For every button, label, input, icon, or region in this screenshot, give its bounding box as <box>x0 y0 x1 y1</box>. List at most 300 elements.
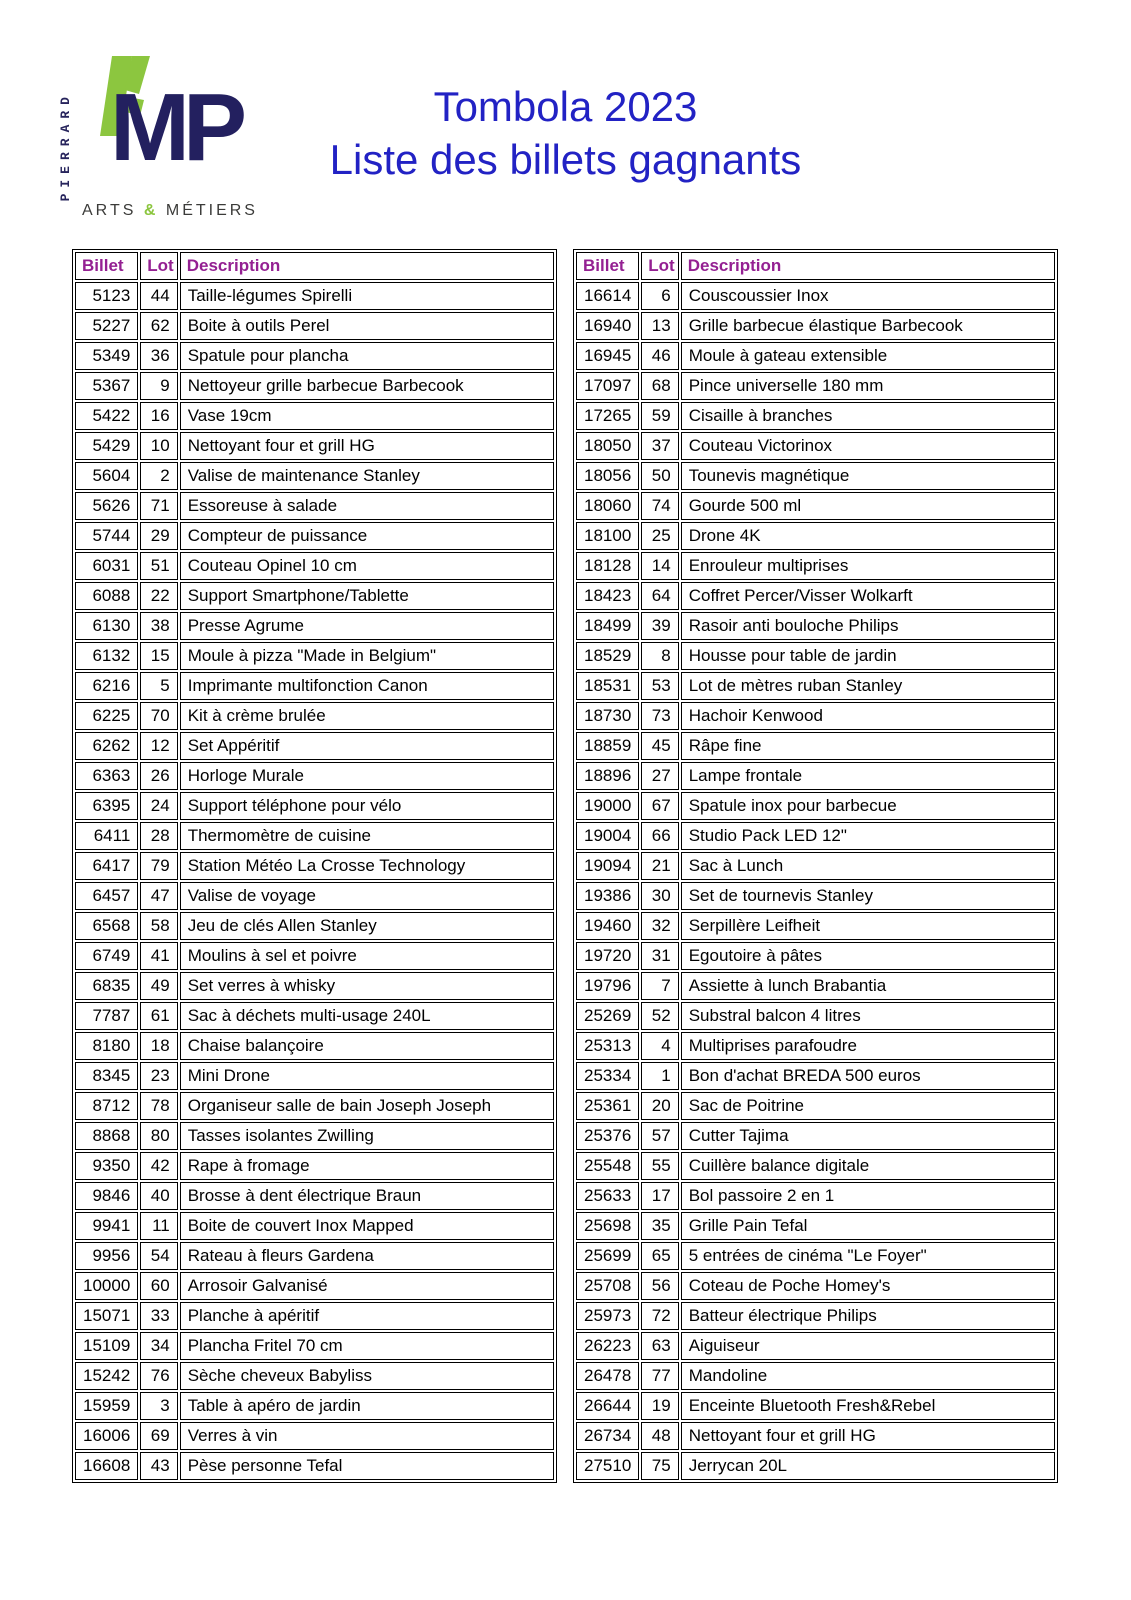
table-row <box>576 702 1055 730</box>
header-description: Description <box>681 252 1055 280</box>
lot-cell: 65 <box>641 1242 678 1270</box>
billet-cell: 9941 <box>75 1212 138 1240</box>
lot-cell: 19 <box>641 1392 678 1420</box>
lot-cell: 22 <box>140 582 177 610</box>
lot-cell: 10 <box>140 432 177 460</box>
lot-cell: 64 <box>641 582 678 610</box>
description-cell: Moule à pizza "Made in Belgium" <box>180 642 554 670</box>
lot-cell: 58 <box>140 912 177 940</box>
lot-cell: 56 <box>641 1272 678 1300</box>
table-row <box>576 342 1055 370</box>
table-row <box>75 1242 554 1270</box>
billet-cell: 6749 <box>75 942 138 970</box>
lot-cell: 77 <box>641 1362 678 1390</box>
lot-cell: 40 <box>140 1182 177 1210</box>
billet-cell: 19460 <box>576 912 639 940</box>
description-cell: Bon d'achat BREDA 500 euros <box>681 1062 1055 1090</box>
billet-cell: 9956 <box>75 1242 138 1270</box>
lot-cell: 11 <box>140 1212 177 1240</box>
description-cell: Boite à outils Perel <box>180 312 554 340</box>
table-row <box>576 432 1055 460</box>
billet-cell: 15959 <box>75 1392 138 1420</box>
description-cell: Sèche cheveux Babyliss <box>180 1362 554 1390</box>
description-cell: Couteau Opinel 10 cm <box>180 552 554 580</box>
lot-cell: 57 <box>641 1122 678 1150</box>
lot-cell: 17 <box>641 1182 678 1210</box>
table-row <box>75 852 554 880</box>
description-cell: Pince universelle 180 mm <box>681 372 1055 400</box>
lot-cell: 51 <box>140 552 177 580</box>
billet-cell: 8712 <box>75 1092 138 1120</box>
description-cell: Boite de couvert Inox Mapped <box>180 1212 554 1240</box>
lot-cell: 72 <box>641 1302 678 1330</box>
tickets-table-right <box>573 249 1058 1483</box>
table-row <box>75 1122 554 1150</box>
lot-cell: 31 <box>641 942 678 970</box>
lot-cell: 47 <box>140 882 177 910</box>
description-cell: Substral balcon 4 litres <box>681 1002 1055 1030</box>
lot-cell: 44 <box>140 282 177 310</box>
description-cell: Station Météo La Crosse Technology <box>180 852 554 880</box>
table-row <box>576 912 1055 940</box>
header-lot: Lot <box>641 252 678 280</box>
description-cell: Assiette à lunch Brabantia <box>681 972 1055 1000</box>
billet-cell: 18531 <box>576 672 639 700</box>
table-row <box>75 1422 554 1450</box>
description-cell: Thermomètre de cuisine <box>180 822 554 850</box>
description-cell: Bol passoire 2 en 1 <box>681 1182 1055 1210</box>
billet-cell: 25269 <box>576 1002 639 1030</box>
table-row <box>576 1272 1055 1300</box>
table-row <box>576 612 1055 640</box>
lot-cell: 63 <box>641 1332 678 1360</box>
table-row <box>75 732 554 760</box>
lot-cell: 43 <box>140 1452 177 1480</box>
billet-cell: 6417 <box>75 852 138 880</box>
table-row <box>75 762 554 790</box>
billet-cell: 25633 <box>576 1182 639 1210</box>
table-row <box>75 1362 554 1390</box>
billet-cell: 19094 <box>576 852 639 880</box>
logo-letters-mp: MP <box>110 74 240 181</box>
description-cell: Coffret Percer/Visser Wolkarft <box>681 582 1055 610</box>
table-row <box>75 462 554 490</box>
table-row <box>75 882 554 910</box>
tables-area <box>72 249 1058 1483</box>
table-row <box>576 1152 1055 1180</box>
description-cell: Sac à Lunch <box>681 852 1055 880</box>
table-row <box>576 1302 1055 1330</box>
billet-cell: 8345 <box>75 1062 138 1090</box>
description-cell: Couscoussier Inox <box>681 282 1055 310</box>
lot-cell: 6 <box>641 282 678 310</box>
description-cell: Planche à apéritif <box>180 1302 554 1330</box>
billet-cell: 6411 <box>75 822 138 850</box>
lot-cell: 71 <box>140 492 177 520</box>
lot-cell: 78 <box>140 1092 177 1120</box>
description-cell: 5 entrées de cinéma "Le Foyer" <box>681 1242 1055 1270</box>
description-cell: Lampe frontale <box>681 762 1055 790</box>
description-cell: Housse pour table de jardin <box>681 642 1055 670</box>
description-cell: Batteur électrique Philips <box>681 1302 1055 1330</box>
billet-cell: 25313 <box>576 1032 639 1060</box>
lot-cell: 66 <box>641 822 678 850</box>
lot-cell: 46 <box>641 342 678 370</box>
lot-cell: 38 <box>140 612 177 640</box>
description-cell: Rape à fromage <box>180 1152 554 1180</box>
table-row <box>576 1212 1055 1240</box>
description-cell: Kit à crème brulée <box>180 702 554 730</box>
table-row <box>576 1452 1055 1480</box>
billet-cell: 9846 <box>75 1182 138 1210</box>
billet-cell: 7787 <box>75 1002 138 1030</box>
billet-cell: 5422 <box>75 402 138 430</box>
description-cell: Organiseur salle de bain Joseph Joseph <box>180 1092 554 1120</box>
logo-arts-metiers-tagline <box>82 202 258 220</box>
table-row <box>576 672 1055 700</box>
table-row <box>576 972 1055 1000</box>
table-row <box>75 1152 554 1180</box>
lot-cell: 23 <box>140 1062 177 1090</box>
billet-cell: 19004 <box>576 822 639 850</box>
lot-cell: 53 <box>641 672 678 700</box>
description-cell: Rasoir anti bouloche Philips <box>681 612 1055 640</box>
header-row <box>75 252 554 280</box>
description-cell: Valise de maintenance Stanley <box>180 462 554 490</box>
billet-cell: 5123 <box>75 282 138 310</box>
table-row <box>75 702 554 730</box>
tickets-table-left <box>72 249 557 1483</box>
billet-cell: 6216 <box>75 672 138 700</box>
billet-cell: 5429 <box>75 432 138 460</box>
lot-cell: 36 <box>140 342 177 370</box>
table-row <box>75 1452 554 1480</box>
tagline-ampersand-icon: & <box>143 202 159 219</box>
title-line-2: Liste des billets gagnants <box>329 136 802 183</box>
description-cell: Vase 19cm <box>180 402 554 430</box>
lot-cell: 75 <box>641 1452 678 1480</box>
description-cell: Mandoline <box>681 1362 1055 1390</box>
lot-cell: 45 <box>641 732 678 760</box>
lot-cell: 42 <box>140 1152 177 1180</box>
description-cell: Set Appéritif <box>180 732 554 760</box>
billet-cell: 18100 <box>576 522 639 550</box>
table-row <box>576 522 1055 550</box>
lot-cell: 2 <box>140 462 177 490</box>
table-row <box>576 492 1055 520</box>
table-row <box>75 342 554 370</box>
lot-cell: 30 <box>641 882 678 910</box>
description-cell: Cutter Tajima <box>681 1122 1055 1150</box>
billet-cell: 15109 <box>75 1332 138 1360</box>
billet-cell: 16945 <box>576 342 639 370</box>
lot-cell: 25 <box>641 522 678 550</box>
lot-cell: 55 <box>641 1152 678 1180</box>
description-cell: Grille barbecue élastique Barbecook <box>681 312 1055 340</box>
lot-cell: 29 <box>140 522 177 550</box>
table-row <box>576 852 1055 880</box>
table-row <box>576 942 1055 970</box>
title-line-1: Tombola 2023 <box>433 83 698 130</box>
table-row <box>75 1092 554 1120</box>
lot-cell: 26 <box>140 762 177 790</box>
table-row <box>75 1032 554 1060</box>
lot-cell: 39 <box>641 612 678 640</box>
description-cell: Horloge Murale <box>180 762 554 790</box>
billet-cell: 18050 <box>576 432 639 460</box>
description-cell: Nettoyant four et grill HG <box>681 1422 1055 1450</box>
description-cell: Enrouleur multiprises <box>681 552 1055 580</box>
table-row <box>75 1332 554 1360</box>
table-row <box>576 402 1055 430</box>
description-cell: Set verres à whisky <box>180 972 554 1000</box>
billet-cell: 10000 <box>75 1272 138 1300</box>
description-cell: Moulins à sel et poivre <box>180 942 554 970</box>
billet-cell: 8180 <box>75 1032 138 1060</box>
billet-cell: 19720 <box>576 942 639 970</box>
description-cell: Nettoyant four et grill HG <box>180 432 554 460</box>
lot-cell: 67 <box>641 792 678 820</box>
table-row <box>576 372 1055 400</box>
billet-cell: 6363 <box>75 762 138 790</box>
description-cell: Râpe fine <box>681 732 1055 760</box>
billet-cell: 18499 <box>576 612 639 640</box>
table-row <box>75 432 554 460</box>
billet-cell: 18128 <box>576 552 639 580</box>
billet-cell: 18730 <box>576 702 639 730</box>
billet-cell: 18060 <box>576 492 639 520</box>
lot-cell: 7 <box>641 972 678 1000</box>
table-row <box>576 582 1055 610</box>
billet-cell: 18529 <box>576 642 639 670</box>
table-row <box>576 822 1055 850</box>
table-row <box>75 582 554 610</box>
billet-cell: 6130 <box>75 612 138 640</box>
table-row <box>576 282 1055 310</box>
billet-cell: 6457 <box>75 882 138 910</box>
billet-cell: 5626 <box>75 492 138 520</box>
tagline-metiers: MÉTIERS <box>165 202 258 219</box>
table-row <box>576 552 1055 580</box>
table-row <box>75 1302 554 1330</box>
description-cell: Pèse personne Tefal <box>180 1452 554 1480</box>
description-cell: Presse Agrume <box>180 612 554 640</box>
billet-cell: 17265 <box>576 402 639 430</box>
billet-cell: 26223 <box>576 1332 639 1360</box>
description-cell: Support téléphone pour vélo <box>180 792 554 820</box>
billet-cell: 18859 <box>576 732 639 760</box>
lot-cell: 16 <box>140 402 177 430</box>
table-row <box>576 762 1055 790</box>
description-cell: Compteur de puissance <box>180 522 554 550</box>
lot-cell: 13 <box>641 312 678 340</box>
table-row <box>576 1422 1055 1450</box>
table-row <box>576 792 1055 820</box>
description-cell: Tasses isolantes Zwilling <box>180 1122 554 1150</box>
table-row <box>75 912 554 940</box>
description-cell: Couteau Victorinox <box>681 432 1055 460</box>
billet-cell: 18896 <box>576 762 639 790</box>
table-row <box>75 612 554 640</box>
billet-cell: 18056 <box>576 462 639 490</box>
lot-cell: 8 <box>641 642 678 670</box>
description-cell: Hachoir Kenwood <box>681 702 1055 730</box>
page-title <box>0 74 1131 186</box>
description-cell: Jeu de clés Allen Stanley <box>180 912 554 940</box>
lot-cell: 60 <box>140 1272 177 1300</box>
table-row <box>576 1002 1055 1030</box>
billet-cell: 25708 <box>576 1272 639 1300</box>
table-row <box>75 282 554 310</box>
billet-cell: 6262 <box>75 732 138 760</box>
billet-cell: 25334 <box>576 1062 639 1090</box>
billet-cell: 27510 <box>576 1452 639 1480</box>
lot-cell: 28 <box>140 822 177 850</box>
table-row <box>75 1002 554 1030</box>
description-cell: Egoutoire à pâtes <box>681 942 1055 970</box>
lot-cell: 49 <box>140 972 177 1000</box>
description-cell: Spatule inox pour barbecue <box>681 792 1055 820</box>
lot-cell: 73 <box>641 702 678 730</box>
description-cell: Table à apéro de jardin <box>180 1392 554 1420</box>
table-row <box>75 372 554 400</box>
billet-cell: 26478 <box>576 1362 639 1390</box>
billet-cell: 5349 <box>75 342 138 370</box>
description-cell: Serpillère Leifheit <box>681 912 1055 940</box>
description-cell: Chaise balançoire <box>180 1032 554 1060</box>
table-row <box>75 972 554 1000</box>
description-cell: Set de tournevis Stanley <box>681 882 1055 910</box>
table-row <box>75 1182 554 1210</box>
description-cell: Lot de mètres ruban Stanley <box>681 672 1055 700</box>
lot-cell: 41 <box>140 942 177 970</box>
billet-cell: 25376 <box>576 1122 639 1150</box>
billet-cell: 16940 <box>576 312 639 340</box>
table-row <box>75 1272 554 1300</box>
description-cell: Tounevis magnétique <box>681 462 1055 490</box>
description-cell: Nettoyeur grille barbecue Barbecook <box>180 372 554 400</box>
tagline-arts: ARTS <box>82 202 137 219</box>
table-row <box>576 462 1055 490</box>
table-row <box>75 1062 554 1090</box>
lot-cell: 15 <box>140 642 177 670</box>
description-cell: Jerrycan 20L <box>681 1452 1055 1480</box>
description-cell: Studio Pack LED 12" <box>681 822 1055 850</box>
billet-cell: 6225 <box>75 702 138 730</box>
logo-pierrard-vertical-text: PIERRARD <box>58 90 73 201</box>
table-row <box>576 1092 1055 1120</box>
table-row <box>576 1032 1055 1060</box>
lot-cell: 54 <box>140 1242 177 1270</box>
billet-cell: 19386 <box>576 882 639 910</box>
description-cell: Mini Drone <box>180 1062 554 1090</box>
description-cell: Support Smartphone/Tablette <box>180 582 554 610</box>
billet-cell: 25973 <box>576 1302 639 1330</box>
lot-cell: 69 <box>140 1422 177 1450</box>
description-cell: Grille Pain Tefal <box>681 1212 1055 1240</box>
description-cell: Gourde 500 ml <box>681 492 1055 520</box>
billet-cell: 6132 <box>75 642 138 670</box>
table-row <box>75 1212 554 1240</box>
table-row <box>75 402 554 430</box>
lot-cell: 37 <box>641 432 678 460</box>
table-row <box>576 642 1055 670</box>
table-row <box>576 732 1055 760</box>
lot-cell: 20 <box>641 1092 678 1120</box>
description-cell: Spatule pour plancha <box>180 342 554 370</box>
lot-cell: 32 <box>641 912 678 940</box>
description-cell: Moule à gateau extensible <box>681 342 1055 370</box>
description-cell: Cisaille à branches <box>681 402 1055 430</box>
lot-cell: 76 <box>140 1362 177 1390</box>
billet-cell: 16608 <box>75 1452 138 1480</box>
description-cell: Rateau à fleurs Gardena <box>180 1242 554 1270</box>
table-row <box>576 1242 1055 1270</box>
billet-cell: 6395 <box>75 792 138 820</box>
lot-cell: 27 <box>641 762 678 790</box>
table-row <box>75 552 554 580</box>
billet-cell: 25361 <box>576 1092 639 1120</box>
table-row <box>75 522 554 550</box>
table-row <box>75 1392 554 1420</box>
billet-cell: 16614 <box>576 282 639 310</box>
lot-cell: 52 <box>641 1002 678 1030</box>
billet-cell: 19000 <box>576 792 639 820</box>
header-description: Description <box>180 252 554 280</box>
lot-cell: 21 <box>641 852 678 880</box>
header-billet: Billet <box>576 252 639 280</box>
lot-cell: 18 <box>140 1032 177 1060</box>
description-cell: Brosse à dent électrique Braun <box>180 1182 554 1210</box>
table-row <box>75 312 554 340</box>
lot-cell: 33 <box>140 1302 177 1330</box>
table-row <box>576 1122 1055 1150</box>
billet-cell: 15242 <box>75 1362 138 1390</box>
billet-cell: 6088 <box>75 582 138 610</box>
lot-cell: 24 <box>140 792 177 820</box>
billet-cell: 5744 <box>75 522 138 550</box>
table-row <box>75 672 554 700</box>
lot-cell: 35 <box>641 1212 678 1240</box>
billet-cell: 5367 <box>75 372 138 400</box>
billet-cell: 17097 <box>576 372 639 400</box>
billet-cell: 6031 <box>75 552 138 580</box>
billet-cell: 18423 <box>576 582 639 610</box>
lot-cell: 68 <box>641 372 678 400</box>
billet-cell: 6568 <box>75 912 138 940</box>
table-row <box>576 1332 1055 1360</box>
description-cell: Verres à vin <box>180 1422 554 1450</box>
billet-cell: 25698 <box>576 1212 639 1240</box>
lot-cell: 50 <box>641 462 678 490</box>
billet-cell: 26644 <box>576 1392 639 1420</box>
lot-cell: 3 <box>140 1392 177 1420</box>
header-billet: Billet <box>75 252 138 280</box>
description-cell: Aiguiseur <box>681 1332 1055 1360</box>
description-cell: Arrosoir Galvanisé <box>180 1272 554 1300</box>
description-cell: Taille-légumes Spirelli <box>180 282 554 310</box>
header-lot: Lot <box>140 252 177 280</box>
description-cell: Plancha Fritel 70 cm <box>180 1332 554 1360</box>
description-cell: Valise de voyage <box>180 882 554 910</box>
description-cell: Enceinte Bluetooth Fresh&Rebel <box>681 1392 1055 1420</box>
lot-cell: 9 <box>140 372 177 400</box>
description-cell: Coteau de Poche Homey's <box>681 1272 1055 1300</box>
table-row <box>75 792 554 820</box>
table-row <box>75 942 554 970</box>
billet-cell: 19796 <box>576 972 639 1000</box>
lot-cell: 14 <box>641 552 678 580</box>
